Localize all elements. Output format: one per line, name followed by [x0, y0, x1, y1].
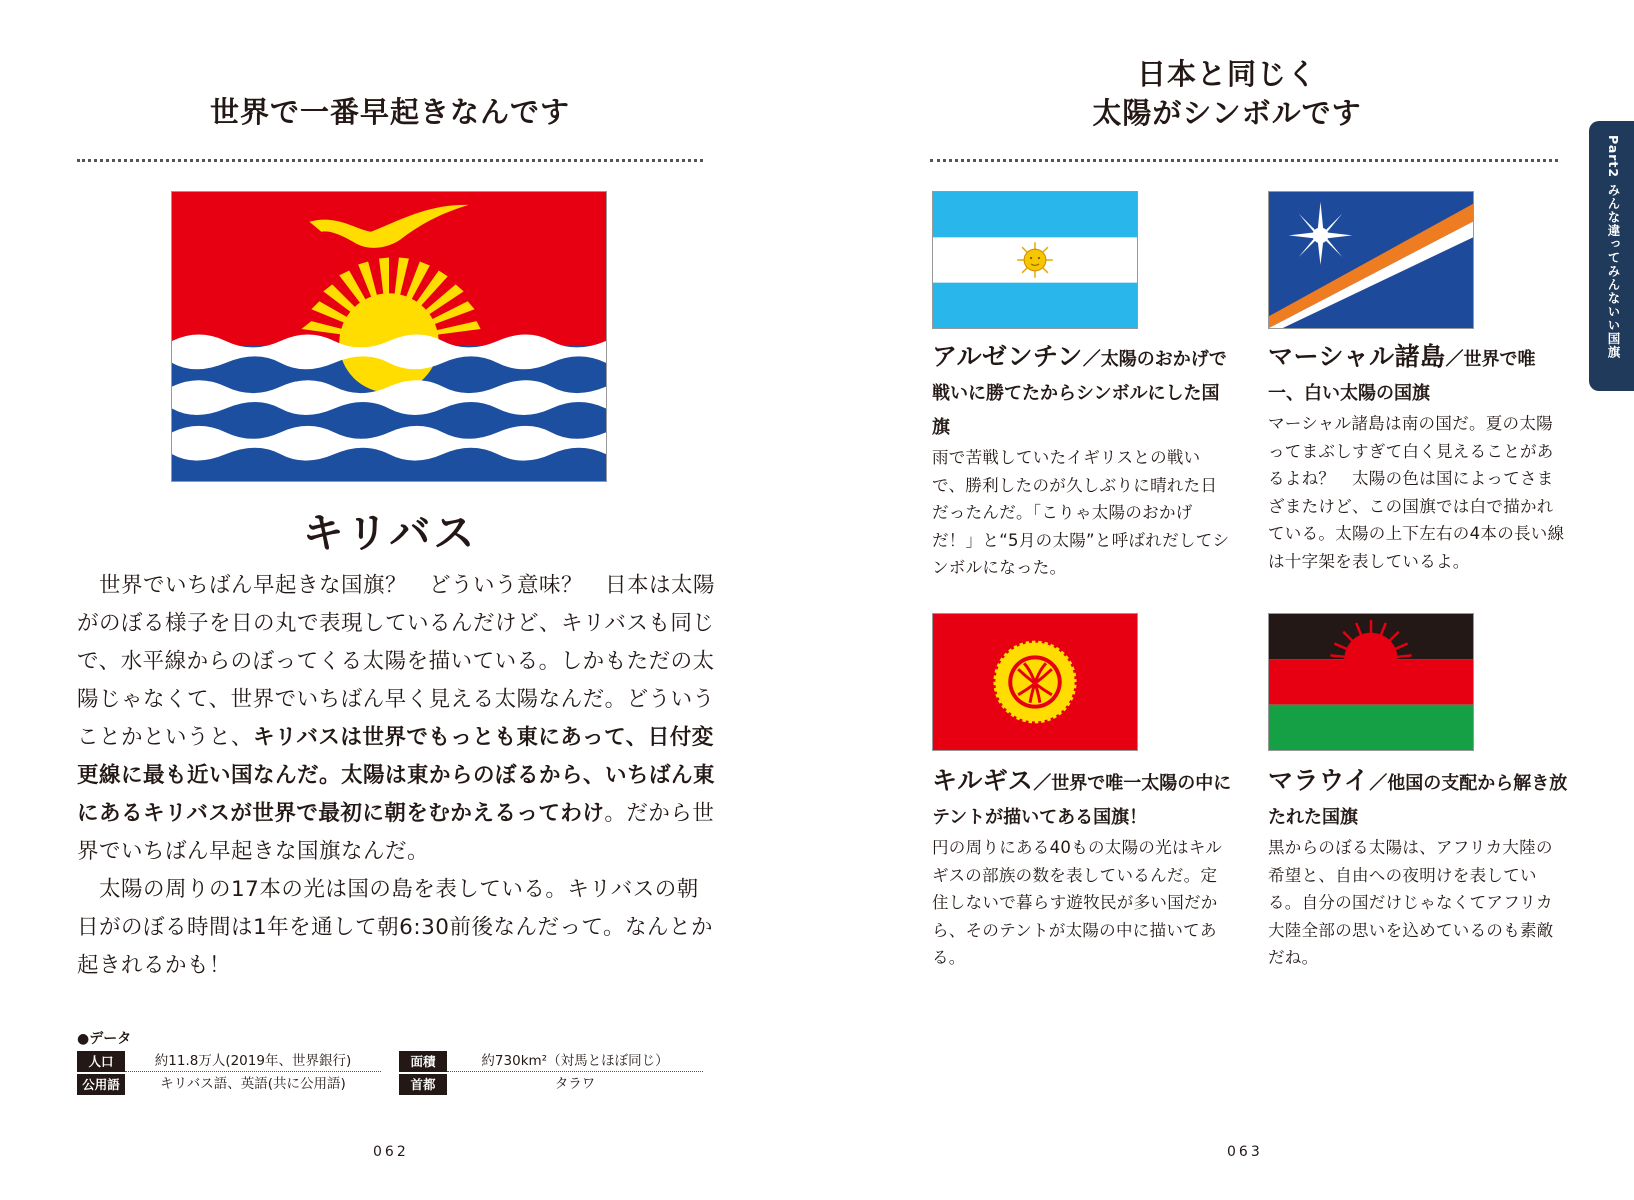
argentina-body: 雨で苦戦していたイギリスとの戦いで、勝利したのが久しぶりに晴れた日だったんだ。「こりゃ太陽のおかげだ！」と“5月の太陽”と呼ばれだしてシンボルになった。	[932, 448, 1230, 577]
data-row-population	[77, 1050, 381, 1072]
language-value: キリバス語、英語(共に公用語)	[160, 1075, 346, 1092]
marshall-body: マーシャル諸島は南の国だ。夏の太陽ってまぶしすぎて白く見えることがあるよね？ 太陽の色は国によってさまざまたけど、この国旗では白で描かれている。太陽の上下左右の4本の長い線は十字架を表しているよ。	[1268, 414, 1565, 571]
argentina-name: アルゼンチン	[932, 342, 1083, 371]
data-row-language	[77, 1073, 381, 1095]
page-number-left: 062	[373, 1144, 409, 1160]
right-dotted-divider	[930, 159, 1558, 162]
population-label: 人口	[77, 1051, 125, 1072]
left-dotted-divider	[77, 159, 703, 162]
country-name-kiribati: キリバス	[302, 509, 478, 557]
body-paragraph-2: 太陽の周りの17本の光は国の島を表している。キリバスの朝日がのぼる時間は1年を通して朝6:30前後なんだって。なんとか起きれるかも！	[77, 877, 714, 978]
data-title: ●データ	[77, 1031, 132, 1047]
right-heading-line1: 日本と同じく	[1136, 57, 1317, 91]
page-number-right: 063	[1227, 1144, 1263, 1160]
marshall-subtitle: ／世界で唯一、白い太陽の国旗	[1268, 349, 1536, 404]
body-emphasis: キリバスは世界でもっとも東にあって、日付変更線に最も近い国なんだ。太陽は東からのぼるから、いちばん東にあるキリバスが世界で最初に朝をむかえるってわけ	[77, 725, 716, 826]
kyrgyzstan-subtitle: ／世界で唯一太陽の中にテントが描いてある国旗！	[932, 773, 1232, 828]
malawi-name: マラウイ	[1268, 766, 1370, 795]
area-value: 約730km²（対馬とほぼ同じ）	[447, 1051, 703, 1072]
data-row-capital	[399, 1073, 703, 1095]
card-argentina-title	[932, 340, 1232, 445]
data-row-area	[399, 1050, 703, 1072]
argentina-subtitle: ／太陽のおかげで戦いに勝てたからシンボルにした国旗	[932, 349, 1227, 438]
right-heading-line2: 太陽がシンボルです	[1092, 96, 1362, 130]
area-label: 面積	[399, 1051, 447, 1072]
right-page	[817, 0, 1634, 1200]
kyrgyzstan-flag	[932, 613, 1138, 751]
card-kyrgyzstan-title	[932, 764, 1232, 835]
capital-value: タラワ	[554, 1075, 596, 1092]
card-malawi-title	[1268, 764, 1568, 835]
main-body-text	[77, 567, 717, 985]
card-marshall-title	[1268, 340, 1568, 411]
population-value: 約11.8万人(2019年、世界銀行)	[125, 1051, 381, 1072]
left-heading: 世界で一番早起きなんです	[209, 95, 570, 129]
malawi-subtitle: ／他国の支配から解き放たれた国旗	[1268, 773, 1568, 828]
marshall-name: マーシャル諸島	[1268, 342, 1446, 371]
marshall-islands-flag	[1268, 191, 1474, 329]
kyrgyzstan-body: 円の周りにある40もの太陽の光はキルギスの部族の数を表しているんだ。定住しないで暮らす遊牧民が多い国だから、そのテントが太陽の中に描いてある。	[932, 838, 1223, 967]
language-label: 公用語	[77, 1074, 125, 1095]
capital-label: 首都	[399, 1074, 447, 1095]
argentina-flag	[932, 191, 1138, 329]
kiribati-flag	[171, 191, 607, 482]
malawi-flag	[1268, 613, 1474, 751]
chapter-side-tab: Part2 みんな違ってみんないい国旗	[1589, 121, 1634, 391]
body-paragraph-1: 世界でいちばん早起きな国旗？ どういう意味？ 日本は太陽がのぼる様子を日の丸で表現しているんだけど、キリバスも同じで、水平線からのぼってくる太陽を描いている。しかもただの太陽じゃなくて、世界でいちばん早く見える太陽なんだ。どういうことかというと、キリバスは世界でもっとも東にあって、日付変更線に最も近い国なんだ。太陽は東からのぼるから、いちばん東にあるキリバスが世界で最初に朝をむかえるってわけ。だから世界でいちばん早起きな国旗なんだ。	[77, 573, 716, 864]
right-heading	[927, 55, 1527, 133]
kyrgyzstan-name: キルギス	[932, 766, 1034, 795]
malawi-body: 黒からのぼる太陽は、アフリカ大陸の希望と、自由への夜明けを表している。自分の国だけじゃなくてアフリカ大陸全部の思いを込めているのも素敵だね。	[1268, 838, 1554, 967]
